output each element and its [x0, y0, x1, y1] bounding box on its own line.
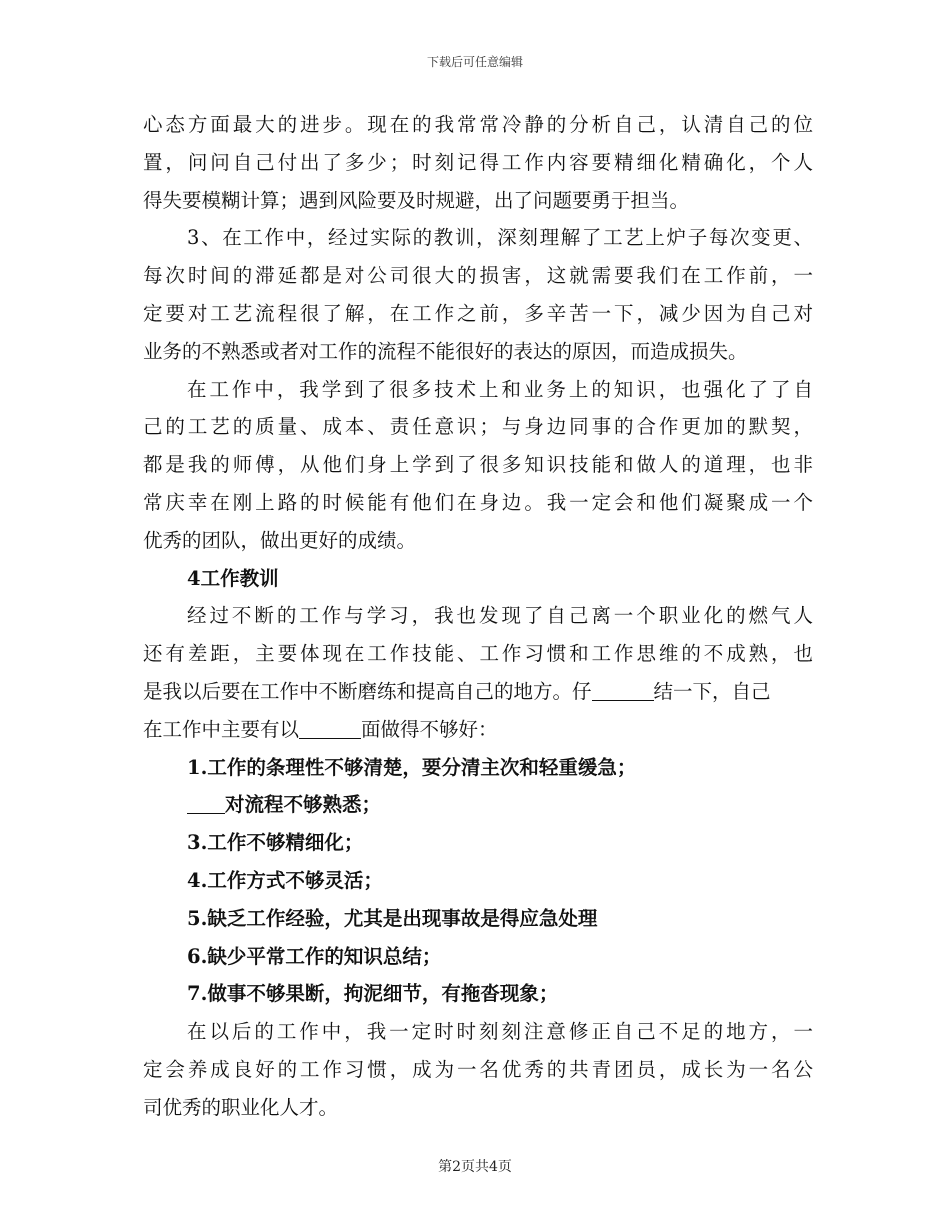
text-segment: 是我以后要在工作中不断磨练和提高自己的地方。仔	[143, 679, 592, 703]
list-item	[143, 786, 813, 824]
text-line: 置，问问自己付出了多少；时刻记得工作内容要精细化精确化，个人	[143, 150, 813, 174]
document-body	[143, 106, 813, 1127]
blank-underline	[592, 680, 654, 701]
list-item: 1.工作的条理性不够清楚，要分清主次和轻重缓急；	[187, 755, 637, 779]
text-line: 在工作中，我学到了很多技术上和业务上的知识，也强化了了自	[187, 377, 813, 401]
blank-underline	[299, 718, 361, 739]
text-line: 己的工艺的质量、成本、责任意识；与身边同事的合作更加的默契，	[143, 415, 813, 439]
text-line: 业务的不熟悉或者对工作的流程不能很好的表达的原因，而造成损失。	[143, 339, 748, 363]
paragraph-2	[143, 219, 813, 370]
list-item: 5.缺乏工作经验，尤其是出现事故是得应急处理	[187, 906, 598, 930]
text-line	[143, 711, 813, 749]
list-item: 6.缺少平常工作的知识总结；	[187, 944, 442, 968]
list-item: 4.工作方式不够灵活；	[187, 868, 383, 892]
text-segment: 面做得不够好：	[361, 717, 498, 741]
text-segment: 结一下，自己	[653, 679, 771, 703]
page-footer: 第2页共4页	[438, 1159, 512, 1175]
text-line: 都是我的师傅，从他们身上学到了很多知识技能和做人的道理，也非	[143, 453, 813, 477]
text-line: 每次时间的滞延都是对公司很大的损害，这就需要我们在工作前，一	[143, 264, 813, 288]
text-line	[143, 673, 813, 711]
list-item: 3.工作不够精细化；	[187, 831, 364, 855]
blank-underline	[187, 794, 225, 815]
text-line: 经过不断的工作与学习，我也发现了自己离一个职业化的燃气人	[187, 604, 813, 628]
text-line: 3、在工作中，经过实际的教训，深刻理解了工艺上炉子每次变更、	[187, 226, 813, 250]
text-line: 优秀的团队，做出更好的成绩。	[143, 528, 417, 552]
text-line: 还有差距，主要体现在工作技能、工作习惯和工作思维的不成熟，也	[143, 642, 813, 666]
text-line: 定会养成良好的工作习惯，成为一名优秀的共青团员，成长为一名公	[143, 1057, 813, 1081]
page-header: 下载后可任意编辑	[426, 55, 523, 69]
list-item: 7.做事不够果断，拘泥细节，有拖沓现象；	[187, 982, 559, 1006]
text-line: 定要对工艺流程很了解，在工作之前，多辛苦一下，减少因为自己对	[143, 301, 813, 325]
paragraph-1	[143, 106, 813, 219]
lessons-list	[143, 749, 813, 1014]
lessons-paragraph	[143, 597, 813, 748]
text-line: 司优秀的职业化人才。	[143, 1095, 339, 1119]
text-segment: 在工作中主要有以	[143, 717, 300, 741]
paragraph-3	[143, 371, 813, 560]
text-line: 心态方面最大的进步。现在的我常常冷静的分析自己，认清自己的位	[143, 113, 813, 136]
section-heading: 4工作教训	[187, 566, 279, 590]
text-line: 在以后的工作中，我一定时时刻刻注意修正自己不足的地方，一	[187, 1020, 813, 1044]
text-line: 得失要模糊计算；遇到风险要及时规避，出了问题要勇于担当。	[143, 188, 690, 212]
closing-paragraph	[143, 1013, 813, 1126]
list-item-text: 对流程不够熟悉；	[225, 793, 382, 817]
text-line: 常庆幸在刚上路的时候能有他们在身边。我一定会和他们凝聚成一个	[143, 490, 813, 514]
